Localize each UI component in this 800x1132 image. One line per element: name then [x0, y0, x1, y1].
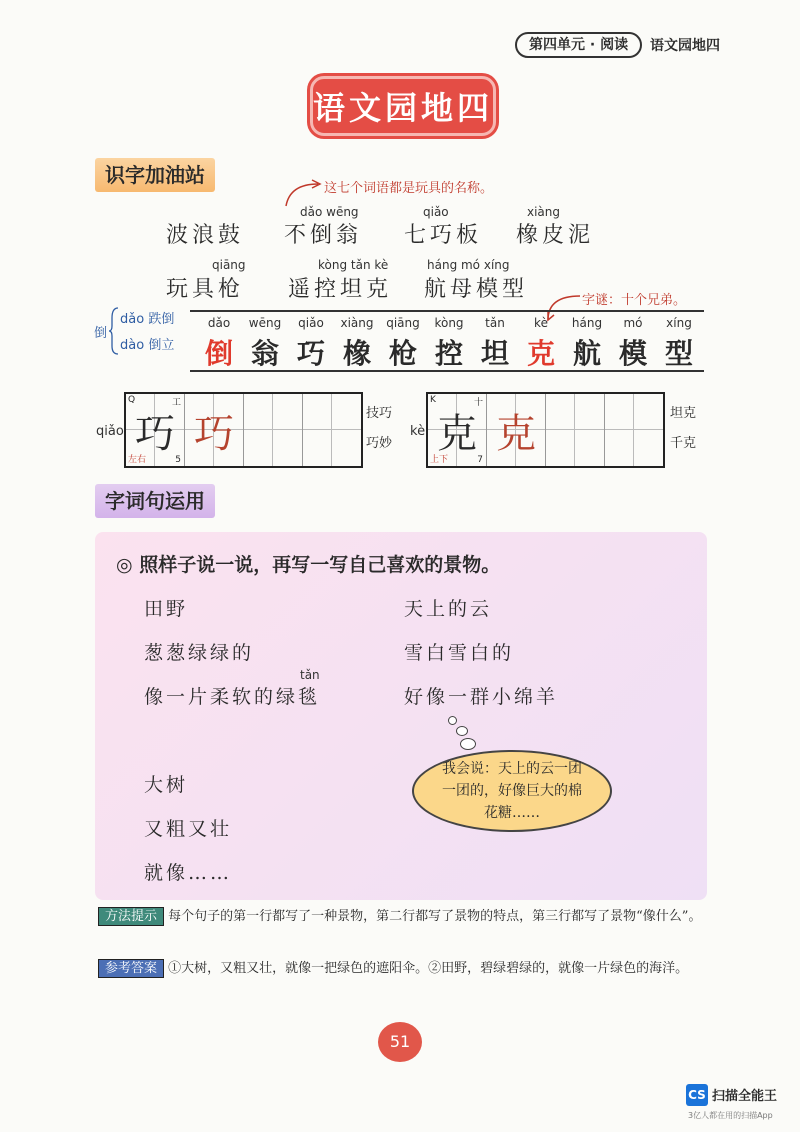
grid-char: 克	[437, 411, 477, 457]
polyphonic-head: 倒	[94, 326, 108, 341]
literacy-banner: 识字加油站	[95, 158, 215, 192]
char-glyph: 翁	[250, 337, 279, 370]
grid-word: 坦克	[670, 406, 697, 421]
char-glyph: 橡	[342, 337, 371, 370]
char-column	[564, 316, 610, 372]
char-glyph: 型	[664, 337, 693, 370]
grid-word: 巧妙	[366, 436, 393, 451]
grid-word: 千克	[670, 436, 697, 451]
polyphonic-line-1	[120, 308, 174, 327]
grid-strokes: 7	[477, 455, 483, 465]
grid-cell	[303, 394, 361, 466]
example-line: 天上的云	[404, 598, 493, 620]
grid-letter: K	[430, 395, 436, 405]
word-item: 玩具枪	[166, 277, 245, 302]
char-column	[242, 316, 288, 372]
word-pinyin: háng mó xíng	[427, 258, 510, 272]
answer-tip	[98, 957, 708, 981]
char-column	[288, 316, 334, 372]
word-pinyin: dǎo wēng	[300, 205, 359, 219]
grid-cell	[487, 394, 546, 466]
grid-trace-char: 巧	[194, 411, 234, 457]
grid-structure: 上下	[430, 455, 449, 465]
example-line: 像一片柔软的绿毯	[144, 686, 321, 708]
char-column	[610, 316, 656, 372]
grid-structure: 左右	[128, 455, 147, 465]
word-pinyin: xiàng	[527, 205, 561, 219]
section-heading: 语文园地四	[650, 38, 720, 54]
example-line: 好像一群小绵羊	[404, 686, 559, 708]
char-glyph: 克	[526, 337, 555, 370]
char-pinyin: tǎn	[485, 316, 505, 330]
thought-dot	[460, 738, 476, 750]
char-pinyin: kè	[534, 316, 548, 330]
method-tip	[98, 905, 708, 929]
polyphonic-pinyin: dào	[120, 338, 145, 353]
unit-badge: 第四单元 · 阅读	[515, 32, 642, 58]
scanner-tagline: 3亿人都在用的扫描App	[688, 1111, 773, 1120]
char-pinyin: háng	[571, 316, 603, 330]
word-pinyin: qiǎo	[423, 205, 449, 219]
thought-dot	[456, 726, 468, 736]
char-column	[426, 316, 472, 372]
grid-cell	[546, 394, 605, 466]
method-label: 方法提示	[98, 907, 164, 926]
example-line: 葱葱绿绿的	[144, 642, 255, 664]
practice-box	[95, 532, 707, 900]
brace-icon	[108, 306, 120, 356]
page-title: 语文园地四	[313, 89, 494, 127]
scanner-app-name: 扫描全能王	[712, 1089, 778, 1104]
answer-text: ①大树，又粗又壮，就像一把绿色的遮阳伞。②田野，碧绿碧绿的，就像一片绿色的海洋。	[168, 961, 689, 976]
char-pinyin: xíng	[666, 316, 692, 330]
char-glyph: 倒	[204, 337, 233, 370]
char-pinyin: qiāng	[386, 316, 420, 330]
char-column	[196, 316, 242, 372]
example-line: 雪白雪白的	[404, 642, 515, 664]
char-pinyin: wēng	[248, 316, 282, 330]
new-characters-row	[196, 316, 702, 372]
char-glyph: 坦	[480, 337, 509, 370]
thought-dot	[448, 716, 457, 725]
char-column	[380, 316, 426, 372]
practice-line: 又粗又壮	[144, 818, 233, 840]
word-item: 不倒翁	[284, 223, 363, 248]
grid-strokes: 5	[175, 455, 181, 465]
grid-char: 巧	[135, 411, 175, 457]
grid-cell	[126, 394, 185, 466]
polyphonic-line-2	[120, 334, 174, 353]
char-column	[656, 316, 702, 372]
toy-names-note: 这七个词语都是玩具的名称。	[324, 181, 494, 196]
tan-pinyin: tǎn	[300, 668, 320, 682]
polyphonic-pinyin: dǎo	[120, 312, 145, 327]
grid-trace-char: 克	[496, 411, 536, 457]
speech-bubble	[412, 750, 612, 832]
word-item: 橡皮泥	[516, 223, 595, 248]
polyphonic-word: 跌倒	[148, 312, 175, 327]
grid-letter: Q	[128, 395, 136, 405]
scanner-logo-icon: CS	[686, 1084, 708, 1106]
char-pinyin: mó	[623, 316, 643, 330]
char-pinyin: xiàng	[340, 316, 374, 330]
word-pinyin: qiāng	[212, 258, 246, 272]
writing-grid-ke	[426, 392, 665, 468]
char-glyph: 航	[572, 337, 601, 370]
char-pinyin: dǎo	[207, 316, 231, 330]
char-row-top-line	[190, 310, 704, 312]
word-pinyin: kòng tǎn kè	[318, 258, 389, 272]
page-number: 51	[378, 1022, 422, 1062]
riddle-note: 字谜：十个兄弟。	[582, 293, 687, 308]
grid-pinyin: qiǎo	[96, 424, 124, 439]
example-line: 田野	[144, 598, 189, 620]
word-item: 波浪鼓	[166, 223, 245, 248]
char-glyph: 控	[434, 337, 463, 370]
practice-line: 大树	[144, 774, 189, 796]
note-arrow-icon	[282, 178, 326, 208]
grid-cell	[185, 394, 244, 466]
usage-banner: 字词句运用	[95, 484, 215, 518]
char-column	[334, 316, 380, 372]
answer-label: 参考答案	[98, 959, 164, 978]
grid-radical: 工	[171, 398, 181, 408]
char-glyph: 巧	[296, 337, 325, 370]
method-text: 每个句子的第一行都写了一种景物，第二行都写了景物的特点，第三行都写了景物“像什么”。	[168, 909, 702, 924]
word-item: 七巧板	[404, 223, 483, 248]
grid-cell	[428, 394, 487, 466]
page-title-box	[310, 76, 496, 136]
char-pinyin: kòng	[434, 316, 464, 330]
char-glyph: 枪	[388, 337, 417, 370]
char-glyph: 模	[618, 337, 647, 370]
writing-grid-qiao	[124, 392, 363, 468]
grid-word: 技巧	[366, 406, 393, 421]
grid-cell	[605, 394, 663, 466]
task-instruction: ◎ 照样子说一说，再写一写自己喜欢的景物。	[116, 554, 501, 576]
word-item: 遥控坦克	[288, 277, 393, 302]
polyphonic-word: 倒立	[148, 338, 175, 353]
bubble-text: 我会说：天上的云一团一团的，好像巨大的棉花糖……	[442, 761, 582, 821]
word-item: 航母模型	[424, 277, 529, 302]
char-column	[518, 316, 564, 372]
char-pinyin: qiǎo	[298, 316, 324, 330]
grid-radical: 十	[473, 398, 483, 408]
char-column	[472, 316, 518, 372]
practice-line: 就像……	[144, 862, 233, 884]
grid-pinyin: kè	[410, 424, 426, 439]
grid-cell	[244, 394, 303, 466]
